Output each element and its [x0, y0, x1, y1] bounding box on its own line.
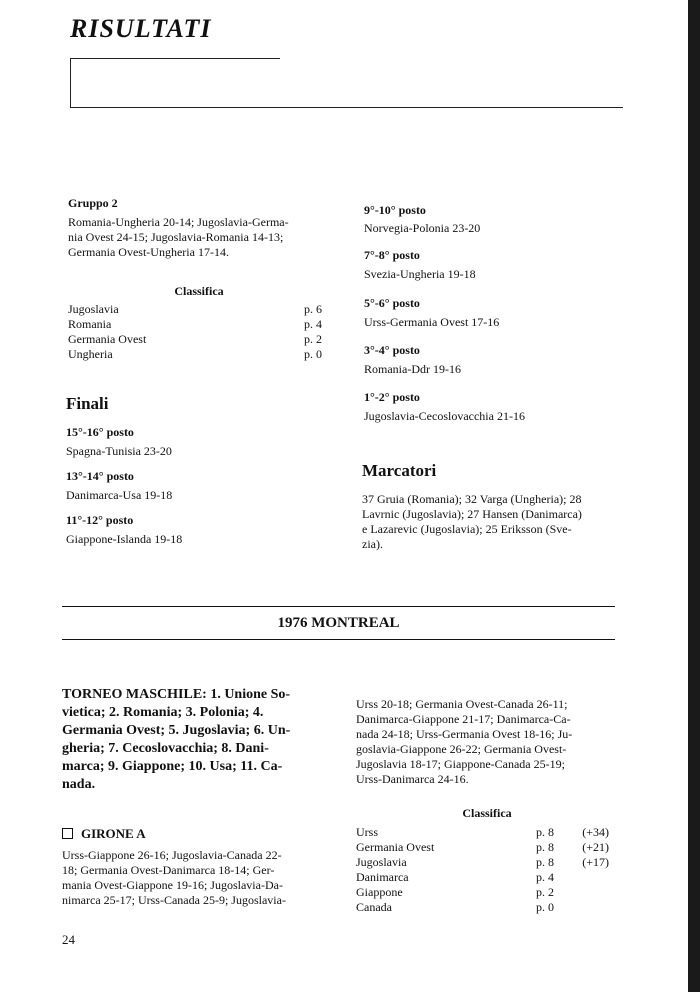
team-name: Ungheria [68, 347, 113, 361]
finali-heading: Finali [66, 394, 109, 413]
text-line: vietica; 2. Romania; 3. Polonia; 4. [62, 705, 264, 720]
team-name: Giappone [356, 885, 403, 899]
header-frame-left-rule [70, 58, 71, 108]
text-line: marca; 9. Giappone; 10. Usa; 11. Ca- [62, 759, 283, 774]
team-name: Germania Ovest [356, 840, 435, 854]
text-line: nada 24-18; Urss-Germania Ovest 18-16; Ju- [356, 727, 573, 741]
marcatori-heading: Marcatori [362, 461, 437, 480]
girone-a-heading [62, 826, 146, 842]
text-line: nimarca 25-17; Urss-Canada 25-9; Jugoslavia- [62, 893, 286, 907]
text-line: Lavrnic (Jugoslavia); 27 Hansen (Danimarca) [362, 507, 582, 521]
gruppo2-classifica-title: Classifica [174, 284, 224, 298]
text-line: gheria; 7. Cecoslovacchia; 8. Dani- [62, 741, 269, 756]
text-line: Romania-Ungheria 20-14; Jugoslavia-Germa- [68, 215, 289, 229]
posto-title: 7°-8° posto [364, 248, 420, 262]
text-line: goslavia-Giappone 26-22; Germania Ovest- [356, 742, 567, 756]
girone-a-results-continued [356, 697, 618, 787]
posto-result: Giappone-Islanda 19-18 [66, 532, 183, 546]
page-number: 24 [62, 932, 75, 947]
team-name: Danimarca [356, 870, 409, 884]
posto-title: 15°-16° posto [66, 425, 134, 439]
checkbox-square-icon [62, 828, 73, 839]
text-line: Germania Ovest-Ungheria 17-14. [68, 245, 229, 259]
posto-title: 1°-2° posto [364, 390, 420, 404]
standing-row [68, 317, 322, 332]
marcatori-text [362, 492, 624, 552]
text-line: nia Ovest 24-15; Jugoslavia-Romania 14-13; [68, 230, 284, 244]
text-line: Danimarca-Giappone 21-17; Danimarca-Ca- [356, 712, 571, 726]
team-points: p. 4 [536, 870, 554, 884]
text-line: 37 Gruia (Romania); 32 Varga (Ungheria); 28 [362, 492, 582, 506]
posto-result: Norvegia-Polonia 23-20 [364, 221, 481, 235]
posto-result: Romania-Ddr 19-16 [364, 362, 461, 376]
team-points: p. 8 [536, 840, 554, 854]
team-name: Jugoslavia [356, 855, 407, 869]
gruppo2-title: Gruppo 2 [68, 196, 118, 210]
team-name: Canada [356, 900, 392, 914]
gruppo2-standings [68, 302, 322, 362]
goal-difference: (+21) [582, 840, 609, 854]
goal-difference: (+34) [582, 825, 609, 839]
posto-title: 11°-12° posto [66, 513, 134, 527]
text-line: Urss-Giappone 26-16; Jugoslavia-Canada 22- [62, 848, 282, 862]
goal-difference: (+17) [582, 855, 609, 869]
posto-title: 3°-4° posto [364, 343, 420, 357]
goal-difference [564, 885, 609, 900]
team-name: Urss [356, 825, 379, 839]
team-points: p. 2 [536, 885, 554, 899]
posto-title: 5°-6° posto [364, 296, 420, 310]
text-line: Germania Ovest; 5. Jugoslavia; 6. Un- [62, 723, 291, 738]
text-line: Jugoslavia 18-17; Giappone-Canada 25-19; [356, 757, 565, 771]
goal-difference [564, 870, 609, 885]
header-frame-top-rule [70, 58, 280, 59]
team-points: p. 6 [304, 302, 322, 316]
gruppo2-results [68, 215, 330, 260]
section-bottom-rule [62, 639, 615, 640]
torneo-maschile [62, 686, 318, 794]
girone-a-title: GIRONE A [81, 826, 146, 841]
team-name: Jugoslavia [68, 302, 119, 316]
girone-a-results [62, 848, 324, 908]
header-frame-bottom-rule [70, 107, 623, 108]
girone-a-classifica-title: Classifica [462, 806, 512, 820]
team-points: p. 0 [304, 347, 322, 361]
girone-a-standings [356, 825, 609, 915]
text-line: Urss-Danimarca 24-16. [356, 772, 469, 786]
standing-row [68, 302, 322, 317]
team-name: Romania [68, 317, 112, 331]
page-edge-shadow [688, 0, 700, 992]
posto-result: Danimarca-Usa 19-18 [66, 488, 173, 502]
page-header-title: RISULTATI [70, 14, 212, 43]
posto-result: Svezia-Ungheria 19-18 [364, 267, 476, 281]
text-line: zia). [362, 537, 383, 551]
team-points: p. 8 [536, 855, 554, 869]
team-points: p. 4 [304, 317, 322, 331]
section-top-rule [62, 606, 615, 607]
posto-title: 13°-14° posto [66, 469, 134, 483]
text-line: e Lazarevic (Jugoslavia); 25 Eriksson (Sve- [362, 522, 572, 536]
text-line: mania Ovest-Giappone 19-16; Jugoslavia-Da- [62, 878, 283, 892]
text-line: Urss 20-18; Germania Ovest-Canada 26-11; [356, 697, 568, 711]
text-line: 18; Germania Ovest-Danimarca 18-14; Ger- [62, 863, 275, 877]
text-line: nada. [62, 777, 96, 792]
posto-result: Jugoslavia-Cecoslovacchia 21-16 [364, 409, 525, 423]
section-title-1976: 1976 MONTREAL [277, 615, 400, 631]
goal-difference [564, 900, 609, 915]
posto-result: Urss-Germania Ovest 17-16 [364, 315, 500, 329]
team-points: p. 8 [536, 825, 554, 839]
standing-row [68, 347, 322, 362]
posto-title: 9°-10° posto [364, 203, 426, 217]
team-points: p. 0 [536, 900, 554, 914]
posto-result: Spagna-Tunisia 23-20 [66, 444, 172, 458]
team-points: p. 2 [304, 332, 322, 346]
standing-row [68, 332, 322, 347]
team-name: Germania Ovest [68, 332, 147, 346]
text-line: TORNEO MASCHILE: 1. Unione So- [62, 687, 291, 702]
